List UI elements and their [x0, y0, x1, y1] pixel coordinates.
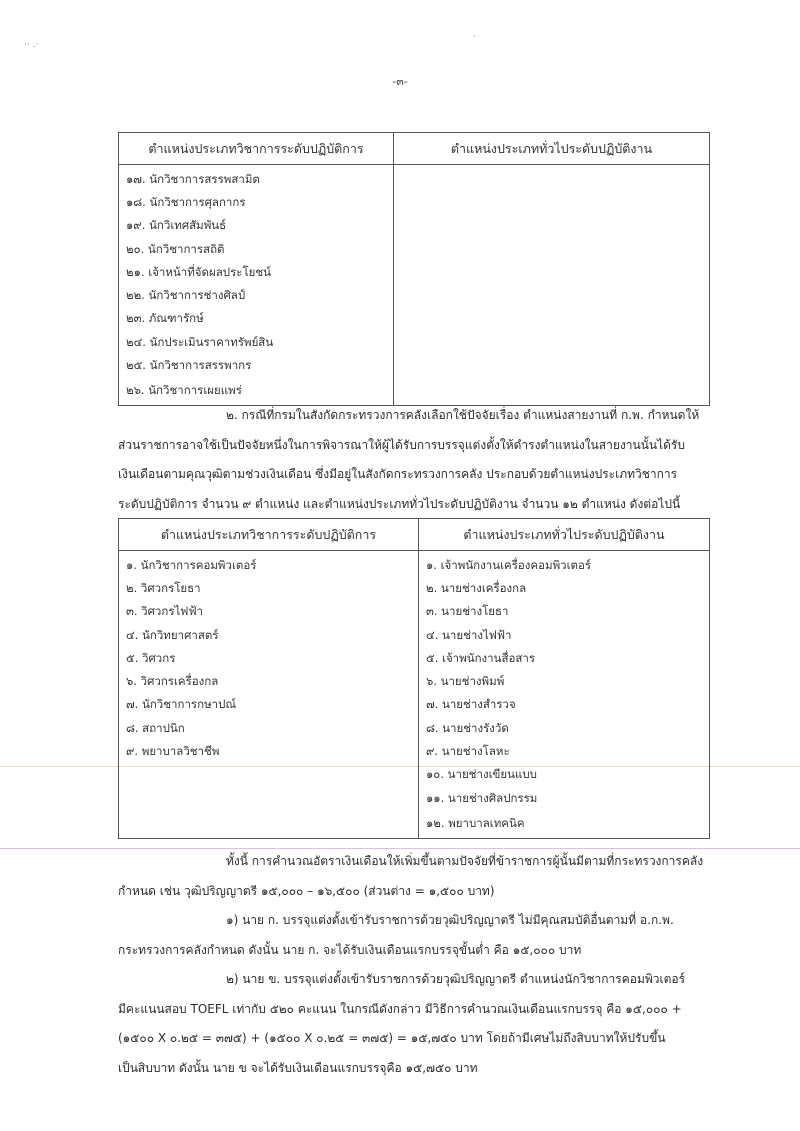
column-header-general: ตำแหน่งประเภททั่วไประดับปฏิบัติงาน	[394, 133, 710, 165]
general-position	[394, 215, 710, 238]
academic-position: ๗. นักวิชาการกษาปณ์	[119, 694, 419, 717]
table-row	[119, 308, 710, 331]
table-row	[119, 261, 710, 284]
positions-table-continued	[118, 132, 710, 406]
general-position: ๕. เจ้าพนักงานสื่อสาร	[419, 647, 710, 670]
column-header-academic: ตำแหน่งประเภทวิชาการระดับปฏิบัติการ	[119, 519, 419, 551]
general-position	[394, 261, 710, 284]
academic-position: ๒๖. นักวิชาการเผยแพร่	[119, 378, 394, 406]
general-position	[394, 191, 710, 214]
paragraph-item-2	[118, 401, 716, 519]
table-row	[119, 717, 710, 740]
table-row	[119, 694, 710, 717]
academic-position: ๙. พยาบาลวิชาชีพ	[119, 740, 419, 763]
table-row	[119, 601, 710, 624]
column-header-general: ตำแหน่งประเภททั่วไประดับปฏิบัติงาน	[419, 519, 710, 551]
academic-position: ๔. นักวิทยาศาสตร์	[119, 624, 419, 647]
paragraph-line: ระดับปฏิบัติการ จำนวน ๙ ตำแหน่ง และตำแหน่งประเภททั่วไประดับปฏิบัติงาน จำนวน ๑๒ ตำแหน่ง ดังต่อไปนี้	[118, 496, 681, 511]
table-row	[119, 810, 710, 839]
general-position: ๖. นายช่างพิมพ์	[419, 670, 710, 693]
general-position: ๘. นายช่างรังวัด	[419, 717, 710, 740]
general-position: ๗. นายช่างสำรวจ	[419, 694, 710, 717]
paragraph-line: ทั้งนี้ การคำนวณอัตราเงินเดือนให้เพิ่มขึ้นตามปัจจัยที่ข้าราชการผู้นั้นมีตามที่กระทรวงการคลัง	[226, 854, 704, 868]
page-number: -๓-	[392, 75, 408, 88]
scan-mark: ·	[473, 32, 476, 42]
example-2-line: ๒) นาย ข. บรรจุแต่งตั้งเข้ารับราชการด้วยวุฒิปริญญาตรี ตำแหน่งนักวิชาการคอมพิวเตอร์	[226, 972, 686, 986]
academic-position: ๒๓. ภัณฑารักษ์	[119, 308, 394, 331]
academic-position	[119, 787, 419, 810]
table-row	[119, 354, 710, 377]
table-row	[119, 787, 710, 810]
general-position	[394, 284, 710, 307]
table-row	[119, 740, 710, 763]
general-position: ๓. นายช่างโยธา	[419, 601, 710, 624]
general-position	[394, 354, 710, 377]
general-position	[394, 238, 710, 261]
example-1-line: ๑) นาย ก. บรรจุแต่งตั้งเข้ารับราชการด้วยวุฒิปริญญาตรี ไม่มีคุณสมบัติอื่นตามที่ อ.ก.พ.	[226, 913, 674, 927]
academic-position	[119, 810, 419, 839]
paragraph-line: ๒. กรณีที่กรมในสังกัดกระทรวงการคลังเลือกใช้ปัจจัยเรื่อง ตำแหน่งสายงานที่ ก.พ. กำหนดให้	[226, 408, 700, 422]
table-row	[119, 191, 710, 214]
academic-position: ๒๒. นักวิชาการช่างศิลป์	[119, 284, 394, 307]
table-row	[119, 670, 710, 693]
table-row	[119, 215, 710, 238]
academic-position: ๒๔. นักประเมินราคาทรัพย์สิน	[119, 331, 394, 354]
academic-position: ๑๘. นักวิชาการศุลกากร	[119, 191, 394, 214]
table-header-row	[119, 519, 710, 551]
paragraph-line: กำหนด เช่น วุฒิปริญญาตรี ๑๕,๐๐๐ – ๑๖,๕๐๐ (ส่วนต่าง = ๑,๕๐๐ บาท)	[118, 883, 495, 898]
academic-position: ๒๐. นักวิชาการสถิติ	[119, 238, 394, 261]
general-position: ๑๐. นายช่างเขียนแบบ	[419, 764, 710, 787]
academic-position: ๒. วิศวกรโยธา	[119, 577, 419, 600]
academic-position: ๒๑. เจ้าหน้าที่จัดผลประโยชน์	[119, 261, 394, 284]
general-position: ๑๑. นายช่างศิลปกรรม	[419, 787, 710, 810]
academic-position: ๕. วิศวกร	[119, 647, 419, 670]
academic-position: ๑. นักวิชาการคอมพิวเตอร์	[119, 551, 419, 578]
table-row	[119, 331, 710, 354]
academic-position: ๒๕. นักวิชาการสรรพากร	[119, 354, 394, 377]
paragraph-line: เงินเดือนตามคุณวุฒิตามช่วงเงินเดือน ซึ่งมีอยู่ในสังกัดกระทรวงการคลัง ประกอบด้วยตำแหน่งประเภทวิชาการ	[118, 467, 678, 481]
table-row	[119, 165, 710, 192]
general-position: ๑๒. พยาบาลเทคนิค	[419, 810, 710, 839]
example-2-line: เป็นสิบบาท ดังนั้น นาย ข จะได้รับเงินเดือนแรกบรรจุคือ ๑๕,๗๕๐ บาท	[118, 1060, 478, 1075]
general-position: ๒. นายช่างเครื่องกล	[419, 577, 710, 600]
positions-table-finance-ministry	[118, 518, 710, 839]
general-position: ๙. นายช่างโลหะ	[419, 740, 710, 763]
example-2-line: มีคะแนนสอบ TOEFL เท่ากับ ๕๒๐ คะแนน ในกรณีดังกล่าว มีวิธีการคำนวณเงินเดือนแรกบรรจุ คือ ๑๕,๐๐๐ +	[118, 1001, 682, 1016]
general-position	[394, 308, 710, 331]
salary-calculation-section	[118, 847, 716, 1083]
table-row	[119, 284, 710, 307]
general-position: ๑. เจ้าพนักงานเครื่องคอมพิวเตอร์	[419, 551, 710, 578]
academic-position: ๖. วิศวกรเครื่องกล	[119, 670, 419, 693]
scan-mark: ·· .·	[24, 40, 39, 50]
column-header-academic: ตำแหน่งประเภทวิชาการระดับปฏิบัติการ	[119, 133, 394, 165]
example-1-line: กระทรวงการคลังกำหนด ดังนั้น นาย ก. จะได้รับเงินเดือนแรกบรรจุขั้นต่ำ คือ ๑๕,๐๐๐ บาท	[118, 942, 582, 957]
example-2-line: (๑๕๐๐ X ๐.๒๕ = ๓๗๕) + (๑๕๐๐ X ๐.๒๕ = ๓๗๕) = ๑๕,๗๕๐ บาท โดยถ้ามีเศษไม่ถึงสิบบาทให้ปรับขึ้น	[118, 1031, 666, 1045]
table-row	[119, 624, 710, 647]
table-header-row	[119, 133, 710, 165]
academic-position	[119, 764, 419, 787]
table-row	[119, 647, 710, 670]
general-position	[394, 331, 710, 354]
table-row	[119, 577, 710, 600]
general-position: ๔. นายช่างไฟฟ้า	[419, 624, 710, 647]
academic-position: ๓. วิศวกรไฟฟ้า	[119, 601, 419, 624]
table-row	[119, 551, 710, 578]
general-position	[394, 165, 710, 192]
academic-position: ๘. สถาปนิก	[119, 717, 419, 740]
table-row	[119, 764, 710, 787]
table-row	[119, 238, 710, 261]
paragraph-line: ส่วนราชการอาจใช้เป็นปัจจัยหนึ่งในการพิจารณาให้ผู้ได้รับการบรรจุแต่งตั้งให้ดำรงตำแหน่งในสายงานนั้นได้รับ	[118, 437, 685, 452]
academic-position: ๑๗. นักวิชาการสรรพสามิต	[119, 165, 394, 192]
academic-position: ๑๙. นักวิเทศสัมพันธ์	[119, 215, 394, 238]
